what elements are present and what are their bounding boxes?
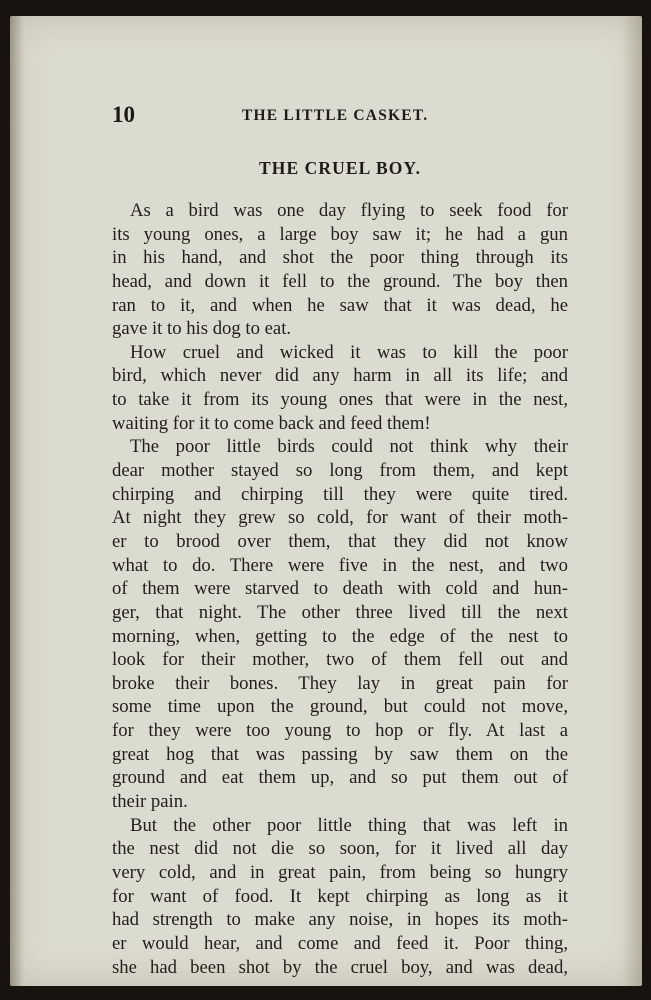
text-line: dear mother stayed so long from them, and kept (112, 460, 568, 482)
story-text (112, 199, 568, 979)
page-header (112, 102, 568, 132)
text-line: head, and down it fell to the ground. The boy then (112, 270, 568, 292)
text-line: bird, which never did any harm in all its life; and (112, 365, 568, 387)
text-line: their pain. (112, 791, 188, 813)
text-line: How cruel and wicked it was to kill the poor (130, 341, 568, 363)
text-line: er to brood over them, that they did not know (112, 530, 568, 552)
text-line: for they were too young to hop or fly. At last a (112, 720, 568, 742)
text-line: The poor little birds could not think why their (130, 436, 568, 458)
text-line: ran to it, and when he saw that it was dead, he (112, 294, 568, 316)
text-line: ger, that night. The other three lived till the next (112, 601, 568, 623)
text-line: As a bird was one day flying to seek food for (130, 200, 568, 221)
text-line: had strength to make any noise, in hopes its moth- (112, 909, 568, 931)
text-line: morning, when, getting to the edge of the nest to (112, 625, 568, 647)
book-page (10, 16, 642, 986)
story-title: THE CRUEL BOY. (258, 158, 422, 178)
text-line: she had been shot by the cruel boy, and was dead, (112, 956, 568, 978)
text-line: what to do. There were five in the nest, and two (112, 554, 568, 576)
page-number: 10 (112, 102, 135, 127)
text-line: its young ones, a large boy saw it; he had a gun (112, 223, 568, 245)
text-line: er would hear, and come and feed it. Poor thing, (112, 932, 568, 954)
text-line: great hog that was passing by saw them on the (112, 743, 568, 765)
text-line: gave it to his dog to eat. (112, 318, 292, 340)
text-line: very cold, and in great pain, from being so hungry (112, 861, 568, 883)
text-line: chirping and chirping till they were quite tired. (112, 483, 568, 505)
running-title: THE LITTLE CASKET. (242, 107, 429, 124)
text-line: waiting for it to come back and feed them! (112, 412, 431, 434)
text-line: of them were starved to death with cold and hun- (112, 578, 568, 600)
text-line: ground and eat them up, and so put them out of (112, 767, 568, 789)
text-line: for want of food. It kept chirping as long as it (112, 885, 568, 907)
text-line: some time upon the ground, but could not move, (112, 696, 568, 718)
text-line: look for their mother, two of them fell out and (112, 649, 568, 671)
text-line: to take it from its young ones that were in the nest, (112, 389, 568, 411)
text-line: But the other poor little thing that was left in (130, 814, 568, 836)
text-line: broke their bones. They lay in great pain for (112, 672, 568, 694)
text-line: in his hand, and shot the poor thing through its (112, 247, 568, 269)
text-line: the nest did not die so soon, for it lived all day (112, 838, 568, 860)
text-line: At night they grew so cold, for want of their moth- (112, 507, 568, 529)
